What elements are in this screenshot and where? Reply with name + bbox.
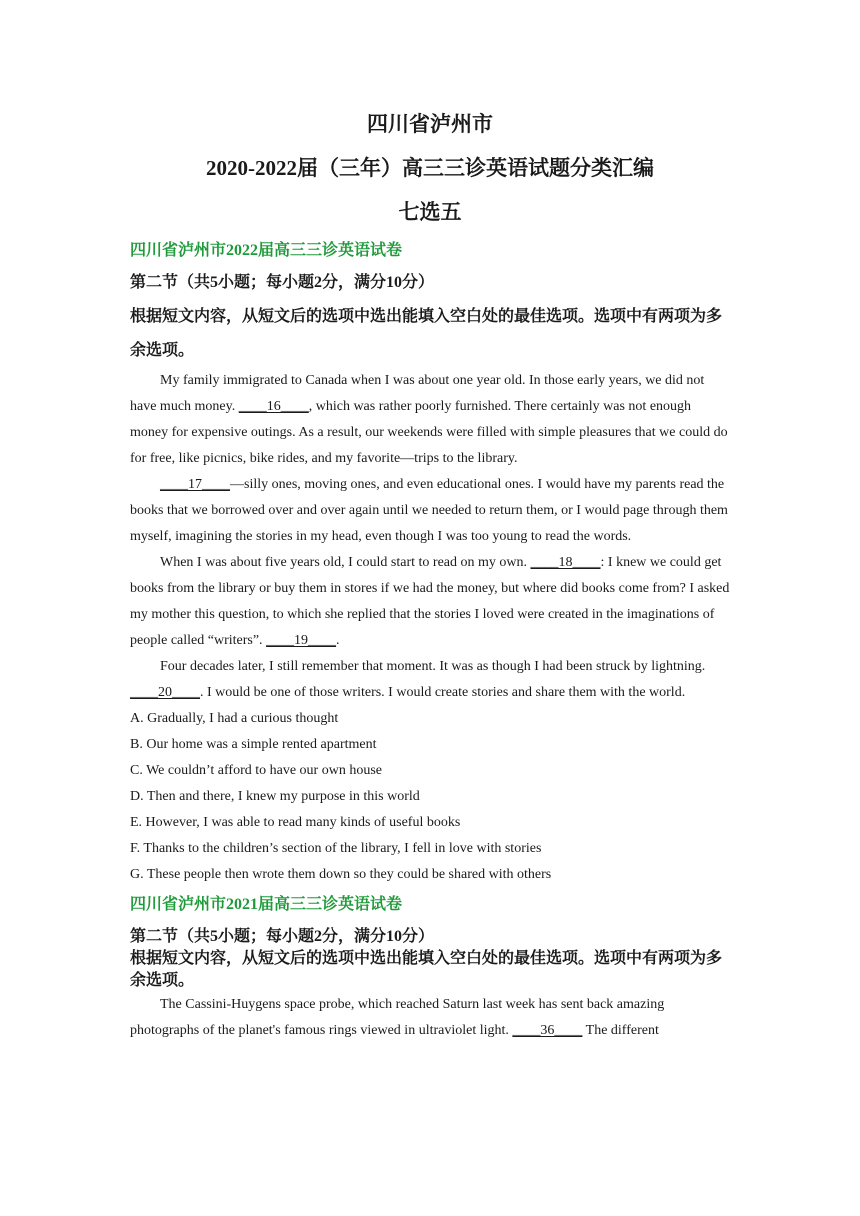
- section-heading-2022: 四川省泸州市2022届高三三诊英语试卷: [130, 242, 403, 259]
- blank-19: ____19____: [266, 633, 337, 648]
- instruction-2022: 根据短文内容，从短文后的选项中选出能填入空白处的最佳选项。选项中有两项为多余选项。: [130, 308, 723, 359]
- blank-36: ____36____: [512, 1023, 583, 1038]
- blank-17: ____17____: [160, 477, 230, 492]
- option-list: [130, 706, 730, 888]
- paragraph-text: Four decades later, I still remember that moment. It was as though I had been struck by lightning.: [160, 659, 706, 674]
- paragraph-text: When I was about five years old, I could start to read on my own.: [160, 555, 531, 570]
- paragraph-text: .: [336, 633, 340, 648]
- option-e: E. However, I was able to read many kinds of useful books: [130, 815, 461, 830]
- passage-paragraph-1: [130, 368, 730, 472]
- blank-18: ____18____: [530, 555, 601, 570]
- paragraph-text: , which was rather poorly furnished. There certainly was not enough money for expensive outings. As a result, our weekends were filled with simple pleasures that we could do for free, like picnics, bike rides, and my favorite—trips to the library.: [130, 399, 728, 466]
- section-heading-2021: 四川省泸州市2021届高三三诊英语试卷: [130, 896, 403, 913]
- document-title-topic: 七选五: [398, 200, 462, 224]
- paragraph-text: . I would be one of those writers. I would create stories and share them with the world.: [200, 685, 686, 700]
- option-d: D. Then and there, I knew my purpose in this world: [130, 789, 420, 804]
- blank-16: ____16____: [238, 399, 309, 414]
- blank-20: ____20____: [130, 685, 200, 700]
- passage-paragraph-4: [130, 654, 730, 706]
- option-c: C. We couldn’t afford to have our own house: [130, 763, 382, 778]
- paragraph-text: The different: [582, 1023, 659, 1038]
- paragraph-text: The Cassini-Huygens space probe, which reached Saturn last week has sent back amazing photographs of the planet's famous rings viewed in ultraviolet light.: [130, 997, 665, 1038]
- document-page: [130, 100, 730, 1044]
- paragraph-text: My family immigrated to Canada when I was about one year old. In those early years, we did not have much money.: [130, 373, 705, 414]
- option-b: B. Our home was a simple rented apartment: [130, 737, 377, 752]
- passage-paragraph-3: [130, 550, 730, 654]
- passage-2021-paragraph-1: [130, 992, 730, 1044]
- instruction-2021: 根据短文内容，从短文后的选项中选出能填入空白处的最佳选项。选项中有两项为多余选项。: [130, 950, 723, 989]
- passage-paragraph-2: [130, 472, 730, 550]
- option-a: A. Gradually, I had a curious thought: [130, 711, 339, 726]
- option-g: G. These people then wrote them down so they could be shared with others: [130, 867, 552, 882]
- option-f: F. Thanks to the children’s section of the library, I fell in love with stories: [130, 841, 542, 856]
- document-title-series: 2020-2022届（三年）高三三诊英语试题分类汇编: [206, 156, 654, 180]
- part-heading-2022: 第二节（共5小题；每小题2分，满分10分）: [130, 274, 435, 291]
- paragraph-text: : I knew we could get books from the library or buy them in stores if we had the money, but where did books come from? I asked my mother this question, to which she replied that the stories I loved were created in the imaginations of people called “writers”.: [130, 555, 730, 648]
- paragraph-text: —silly ones, moving ones, and even educational ones. I would have my parents read the books that we borrowed over and over again until we needed to return them, or I would page through them myself, imagining the stories in my head, even though I was too young to read the words.: [130, 477, 728, 544]
- part-heading-2021: 第二节（共5小题；每小题2分，满分10分）: [130, 928, 435, 945]
- document-title-region: 四川省泸州市: [367, 112, 493, 136]
